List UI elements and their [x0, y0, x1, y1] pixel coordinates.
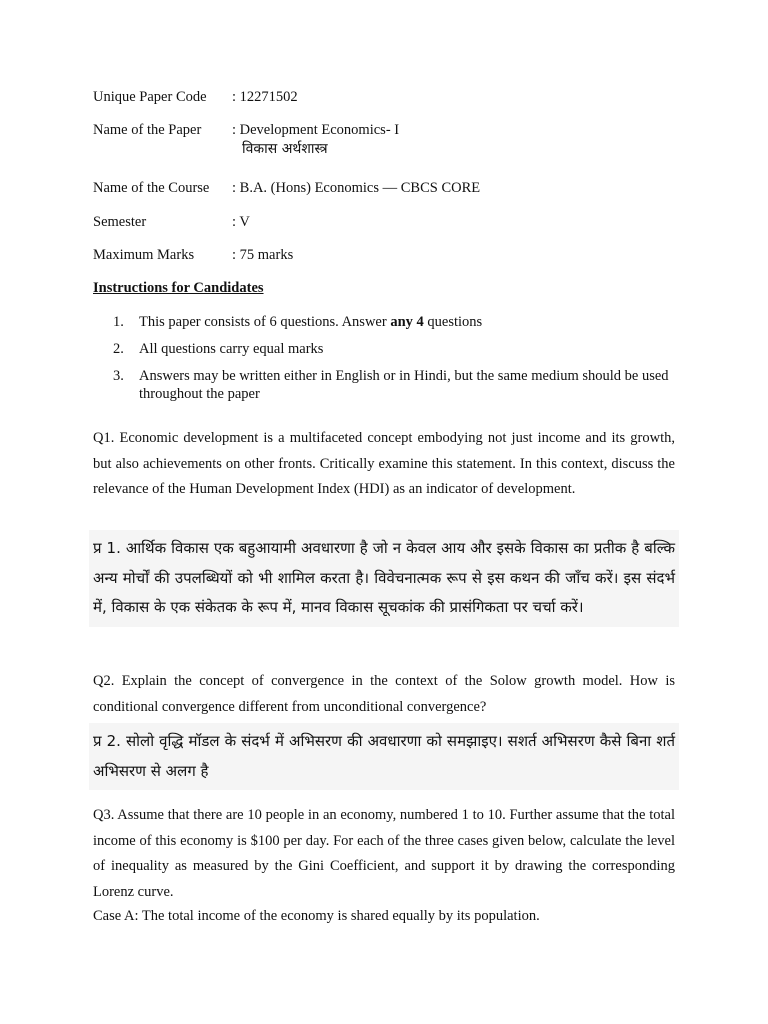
instruction-text: Answers may be written either in English or in Hindi, but the same medium should be used throughout the paper [139, 368, 669, 402]
paper-title-hindi: विकास अर्थशास्त्र [242, 141, 328, 157]
meta-label: Unique Paper Code [93, 89, 207, 105]
instructions-list [113, 313, 675, 412]
instruction-item [113, 367, 675, 403]
instruction-text: All questions carry equal marks [139, 341, 324, 357]
meta-label: Maximum Marks [93, 247, 195, 263]
meta-value: : 75 marks [232, 247, 294, 263]
instruction-text-end: questions [423, 314, 483, 330]
meta-label: Name of the Paper [93, 122, 202, 138]
instruction-number: 2. [113, 341, 124, 357]
instruction-emphasis: any 4 [390, 314, 424, 330]
question-2-hindi: प्र 2. सोलो वृद्धि मॉडल के संदर्भ में अभिसरण की अवधारणा को समझाइए। सशर्त अभिसरण कैसे बिना शर्त अभिसरण से अलग है [89, 723, 679, 790]
question-1-english: Q1. Economic development is a multifaceted concept embodying not just income and its growth, but also achievements on other fronts. Critically examine this statement. In this context, discuss the relevance of the Human Development Index (HDI) as an indicator of development. [93, 430, 675, 497]
meta-value: : V [232, 214, 250, 230]
instruction-number: 3. [113, 368, 124, 384]
question-2-english: Q2. Explain the concept of convergence in the context of the Solow growth model. How is conditional convergence different from unconditional convergence? [93, 673, 675, 715]
instruction-item [113, 313, 675, 331]
instruction-text: This paper consists of 6 questions. Answer [139, 314, 391, 330]
instruction-number: 1. [113, 314, 124, 330]
meta-value: : B.A. (Hons) Economics — CBCS CORE [232, 180, 481, 196]
instruction-item [113, 340, 675, 358]
case-a-text: Case A: The total income of the economy is shared equally by its population. [93, 908, 540, 924]
meta-label: Name of the Course [93, 180, 210, 196]
meta-value: : Development Economics- I [232, 122, 400, 138]
question-1-hindi: प्र 1. आर्थिक विकास एक बहुआयामी अवधारणा है जो न केवल आय और इसके विकास का प्रतीक है बल्कि अन्य मोर्चों की उपलब्धियों को भी शामिल करता है। विवेचनात्मक रूप से इस कथन की जाँच करें। इस संदर्भ में, विकास के एक संकेतक के रूप में, मानव विकास सूचकांक की प्रासंगिकता पर चर्चा करें। [89, 530, 679, 627]
meta-label: Semester [93, 214, 147, 230]
instructions-heading: Instructions for Candidates [93, 280, 264, 296]
meta-value: : 12271502 [232, 89, 298, 105]
question-3-english: Q3. Assume that there are 10 people in an economy, numbered 1 to 10. Further assume that the total income of this economy is $100 per day. For each of the three cases given below, calculate the level of inequality as measured by the Gini Coefficient, and support it by drawing the corresponding Lorenz curve. [93, 807, 675, 900]
